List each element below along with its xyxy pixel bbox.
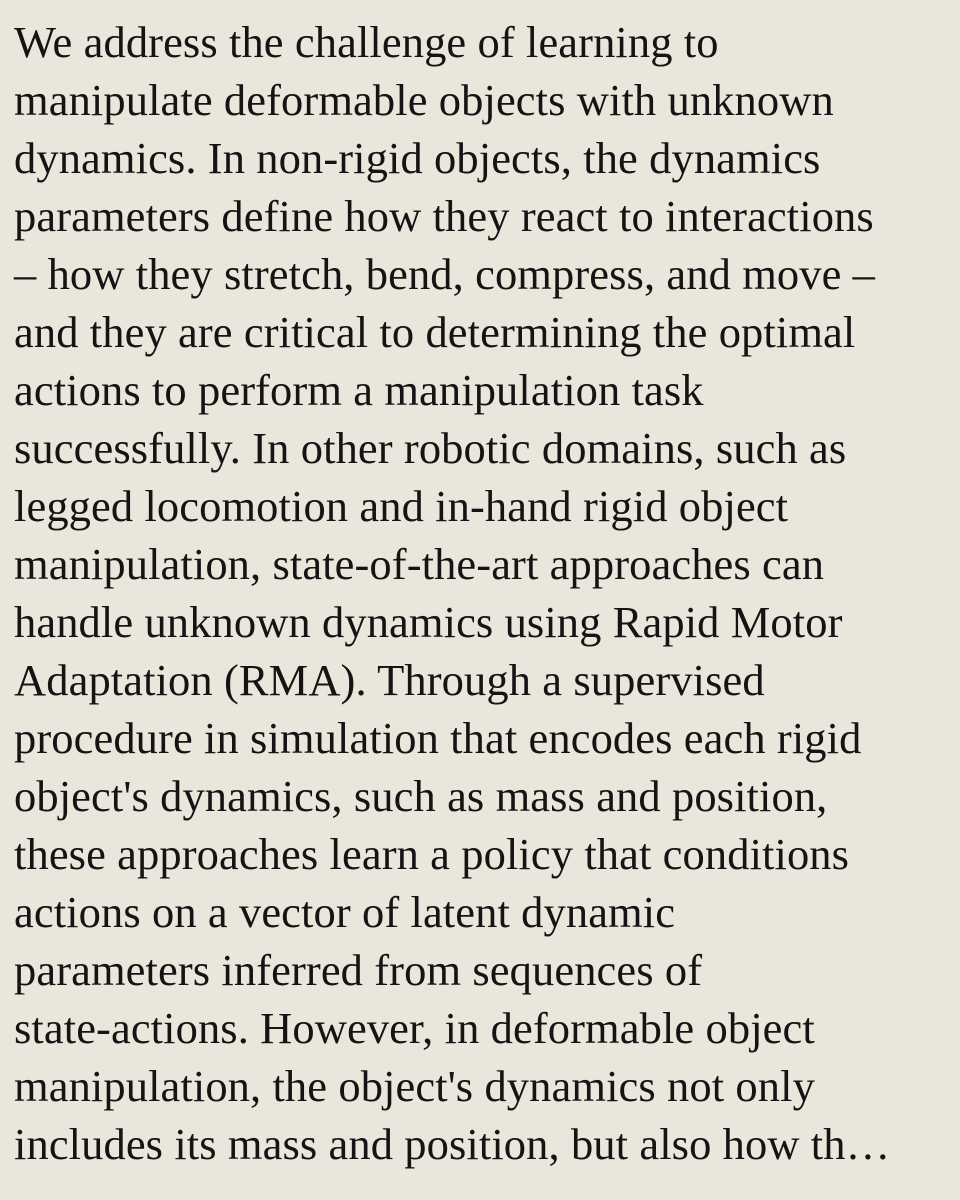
- text-line-5: – how they stretch, bend, compress, and move –: [14, 249, 876, 299]
- text-line-2: manipulate deformable objects with unknown: [14, 75, 834, 125]
- text-line-17: parameters inferred from sequences of: [14, 945, 703, 995]
- text-line-16: actions on a vector of latent dynamic: [14, 887, 676, 937]
- text-line-9: legged locomotion and in-hand rigid object: [14, 481, 789, 531]
- text-line-10: manipulation, state-of-the-art approaches can: [14, 539, 825, 589]
- text-line-13: procedure in simulation that encodes each rigid: [14, 713, 862, 763]
- abstract-text: [14, 13, 960, 1173]
- text-line-18: state-actions. However, in deformable object: [14, 1003, 815, 1053]
- text-line-6: and they are critical to determining the optimal: [14, 307, 856, 357]
- text-line-7: actions to perform a manipulation task: [14, 365, 704, 415]
- text-line-4: parameters define how they react to interactions: [14, 191, 874, 241]
- text-line-20: includes its mass and position, but also how th…: [14, 1119, 891, 1169]
- text-line-8: successfully. In other robotic domains, such as: [14, 423, 847, 473]
- text-line-12: Adaptation (RMA). Through a supervised: [14, 655, 765, 705]
- text-line-1: We address the challenge of learning to: [14, 17, 719, 67]
- text-line-3: dynamics. In non-rigid objects, the dynamics: [14, 133, 821, 183]
- text-line-19: manipulation, the object's dynamics not only: [14, 1061, 815, 1111]
- text-line-14: object's dynamics, such as mass and position,: [14, 771, 828, 821]
- text-line-15: these approaches learn a policy that conditions: [14, 829, 850, 879]
- text-line-11: handle unknown dynamics using Rapid Motor: [14, 597, 843, 647]
